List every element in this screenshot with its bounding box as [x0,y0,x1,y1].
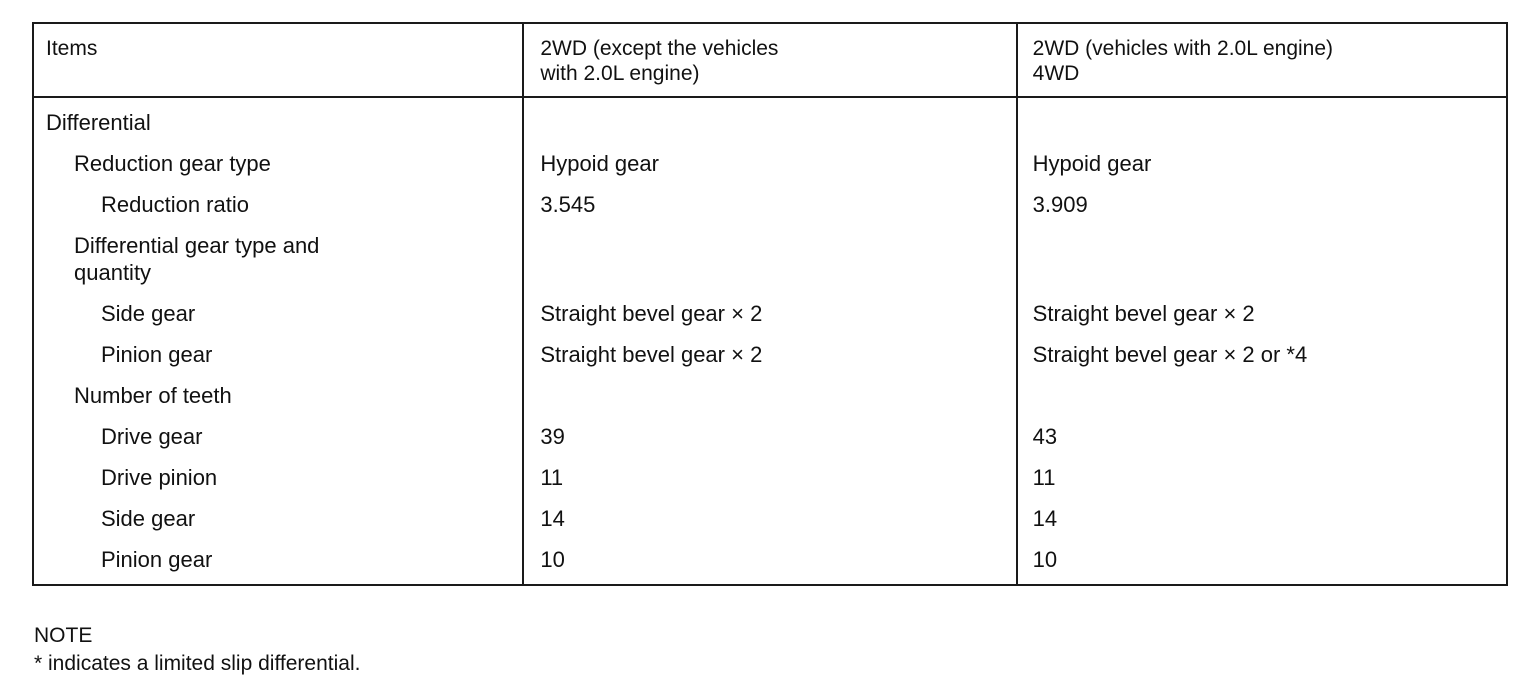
col-2wd-except-column [522,98,1015,584]
table-header-row [34,24,1506,98]
table-cell: 14 [540,506,565,531]
table-cell: 11 [540,465,564,490]
note-block [34,622,360,678]
table-cell: 39 [540,424,565,449]
table-cell [1018,102,1506,143]
table-cell: Straight bevel gear × 2 [540,301,763,326]
note-title: NOTE [34,624,93,647]
item-drive-gear: Drive gear [101,424,203,449]
table-cell: Hypoid gear [540,151,659,176]
item-differential-gear-type: Differential gear type and quantity [74,233,320,285]
table-cell: 10 [1032,547,1058,572]
note-text: * indicates a limited slip differential. [34,652,361,675]
table-cell [1018,225,1506,293]
item-side-gear-type: Side gear [101,301,196,326]
item-pinion-gear-teeth: Pinion gear [101,547,213,572]
item-differential: Differential [46,110,151,135]
col-2wd-2-0l-4wd-column [1016,98,1506,584]
item-side-gear-teeth: Side gear [101,506,196,531]
items-column [34,98,522,584]
table-cell [524,375,1015,416]
table-cell: Straight bevel gear × 2 [1032,301,1255,326]
item-reduction-gear-type: Reduction gear type [74,151,271,176]
item-reduction-ratio: Reduction ratio [101,192,249,217]
table-cell [1018,375,1506,416]
spec-table [32,22,1508,586]
header-items: Items [46,37,98,60]
table-cell: 10 [540,547,565,572]
header-2wd-except-2-0l: 2WD (except the vehicles with 2.0L engine) [522,24,1015,96]
header-2wd-2-0l-4wd: 2WD (vehicles with 2.0L engine) 4WD [1016,24,1506,96]
table-cell: Straight bevel gear × 2 or *4 [1032,342,1308,367]
table-cell: 14 [1032,506,1058,531]
table-cell [524,225,1015,293]
table-cell: Hypoid gear [1032,151,1152,176]
table-cell: 11 [1032,465,1056,490]
table-cell: 3.545 [540,192,596,217]
item-number-of-teeth: Number of teeth [74,383,232,408]
table-body [34,98,1506,584]
table-cell: 3.909 [1032,192,1088,217]
item-drive-pinion: Drive pinion [101,465,218,490]
item-pinion-gear-type: Pinion gear [101,342,213,367]
table-cell: Straight bevel gear × 2 [540,342,763,367]
table-cell [524,102,1015,143]
table-cell: 43 [1032,424,1058,449]
